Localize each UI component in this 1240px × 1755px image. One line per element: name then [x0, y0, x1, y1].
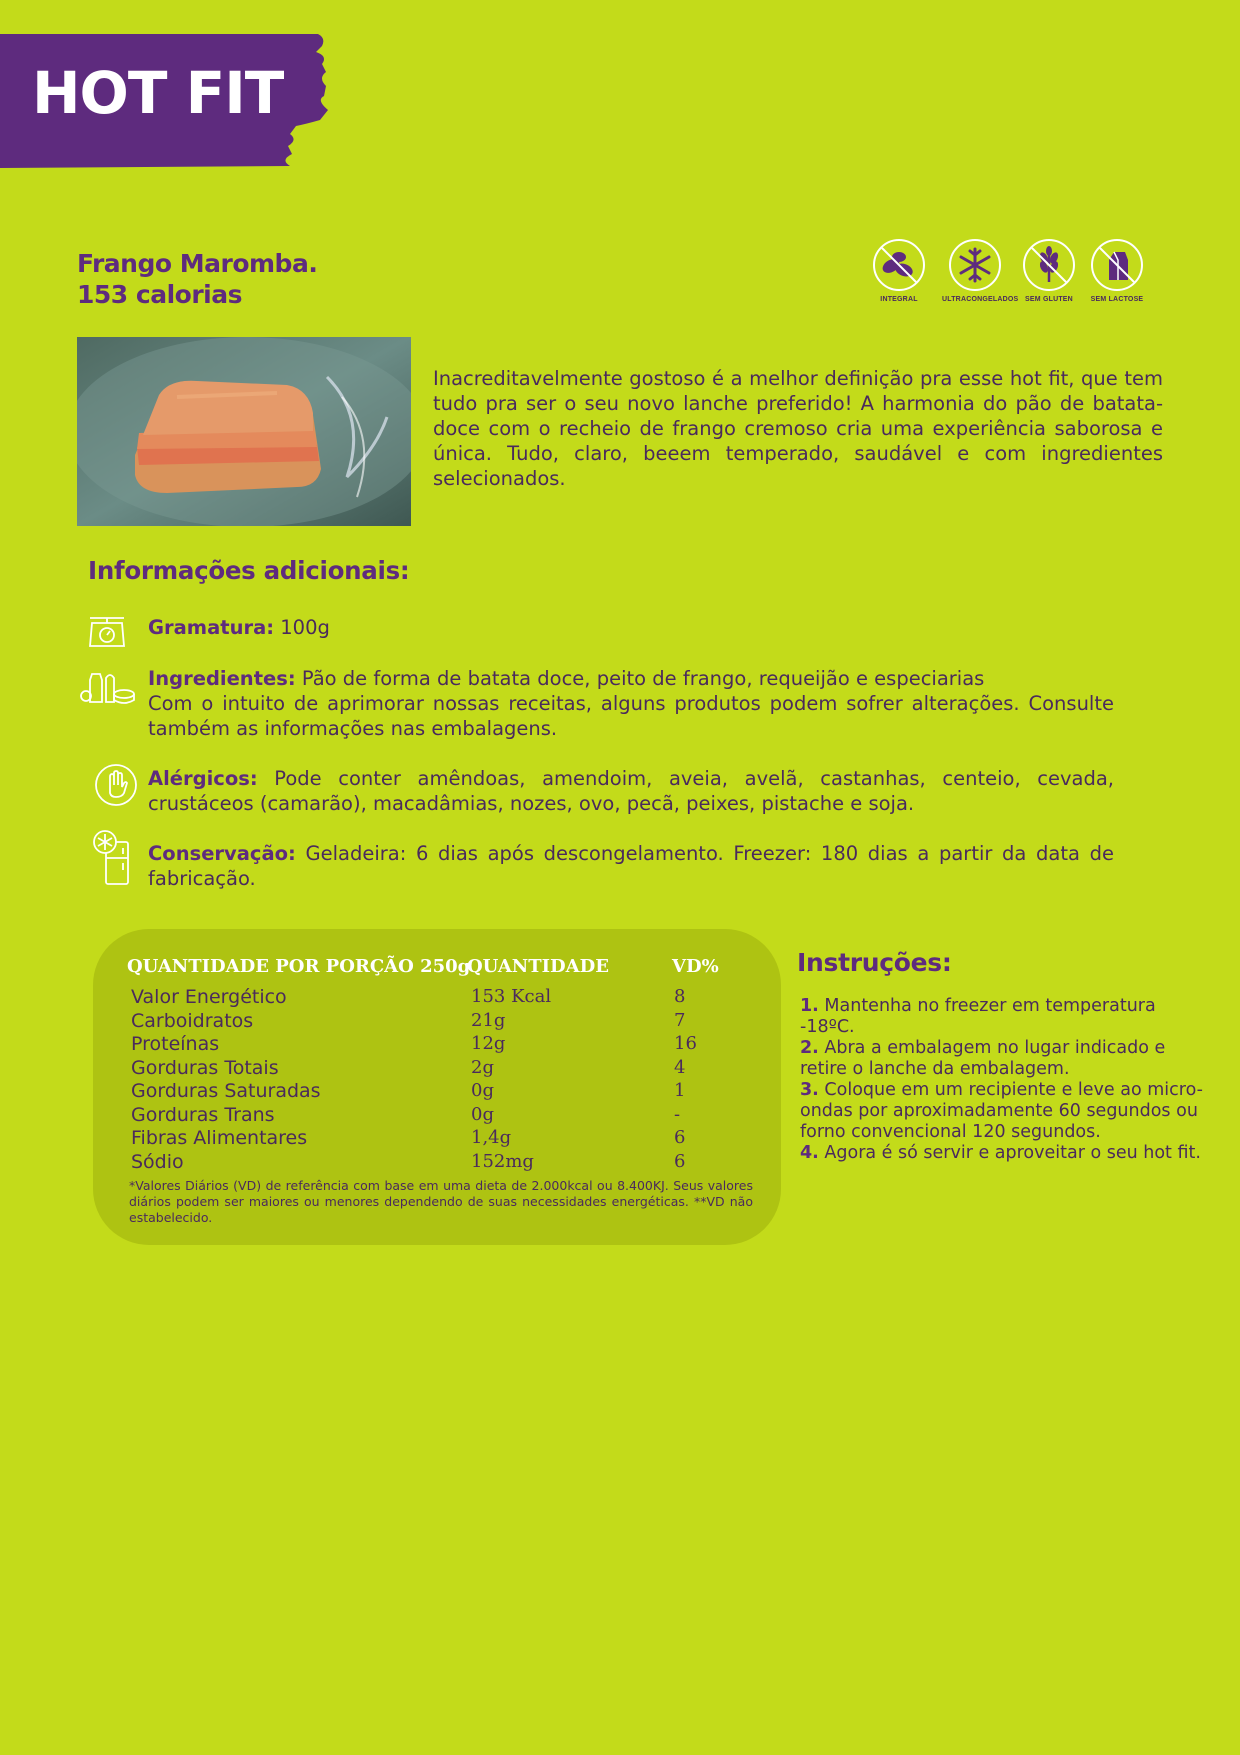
nutrient-vd: 7 [674, 1009, 686, 1031]
badge-label: SEM GLUTEN [1025, 296, 1073, 303]
nutrient-vd: 4 [674, 1056, 686, 1078]
snowflake-icon [948, 238, 1002, 292]
storage-info [148, 841, 1114, 891]
nutrient-vd: - [674, 1103, 681, 1125]
instructions-title: Instruções: [797, 948, 952, 977]
nutrient-vd: 6 [674, 1127, 686, 1148]
step-number: 1. [800, 996, 819, 1016]
badge-sem-gluten [1016, 238, 1082, 303]
milk-carton-icon [1090, 238, 1144, 292]
instruction-step [800, 996, 1212, 1038]
table-row [93, 986, 781, 1009]
nutrient-quantity: 0g [471, 1103, 494, 1125]
instruction-step [800, 1038, 1212, 1080]
step-text: Abra a embalagem no lugar indicado e retire o lanche da embalagem. [800, 1038, 1166, 1079]
instruction-step [800, 1143, 1212, 1164]
table-row [93, 1010, 781, 1033]
weight-label: Gramatura: [148, 616, 275, 639]
nutrition-table [93, 929, 781, 1245]
nutrient-quantity: 0g [471, 1080, 494, 1101]
badge-label: SEM LACTOSE [1090, 296, 1144, 303]
nutrition-header-quantity: QUANTIDADE [467, 956, 609, 977]
badge-label: ULTRACONGELADOS [942, 296, 1019, 303]
allergens-info [148, 766, 1114, 816]
allergens-label: Alérgicos: [148, 767, 258, 790]
allergens-value: Pode conter amêndoas, amendoim, aveia, avelã, castanhas, centeio, cevada, crustáceos (camarão), macadâmias, nozes, ovo, pecã, peixes, pistache e soja. [148, 767, 1115, 815]
instruction-step [800, 1080, 1212, 1143]
ingredients-icon [80, 668, 136, 706]
nutrient-quantity: 152mg [471, 1150, 534, 1172]
nutrient-quantity: 1,4g [471, 1127, 512, 1148]
table-row [93, 1080, 781, 1103]
scale-icon [86, 614, 128, 648]
product-title [77, 248, 317, 310]
nutrient-vd: 6 [674, 1150, 686, 1172]
step-text: Agora é só servir e aproveitar o seu hot fit. [824, 1143, 1201, 1163]
nutrient-name: Sódio [131, 1150, 184, 1173]
table-row [93, 1151, 781, 1174]
table-row [93, 1104, 781, 1127]
nutrition-header-portion: QUANTIDADE POR PORÇÃO 250g [127, 956, 471, 977]
fridge-icon [92, 830, 138, 886]
integral-icon [872, 238, 926, 292]
brand-title: HOT FIT [32, 59, 284, 127]
nutrient-quantity: 21g [471, 1009, 506, 1031]
badge-label: INTEGRAL [880, 296, 918, 303]
allergen-hand-icon [94, 763, 138, 807]
badge-ultracongelados [942, 238, 1019, 303]
step-number: 4. [800, 1143, 819, 1163]
nutrient-vd: 1 [674, 1080, 686, 1101]
nutrient-name: Proteínas [131, 1033, 220, 1055]
product-photo [77, 337, 411, 526]
nutrient-name: Gorduras Trans [131, 1103, 275, 1126]
weight-value: 100g [280, 616, 330, 639]
nutrient-name: Gorduras Saturadas [131, 1080, 321, 1102]
nutrient-name: Valor Energético [131, 986, 287, 1008]
table-row [93, 1033, 781, 1056]
instructions-list [800, 996, 1212, 1164]
additional-info-title: Informações adicionais: [88, 556, 410, 585]
ingredients-note: Com o intuito de aprimorar nossas receitas, alguns produtos podem sofrer alterações. Consulte também as informações nas embalagens. [148, 692, 1114, 740]
product-calories: 153 calorias [77, 280, 242, 309]
nutrient-quantity: 2g [471, 1056, 494, 1078]
nutrient-name: Carboidratos [131, 1009, 254, 1032]
nutrient-quantity: 153 Kcal [471, 986, 552, 1007]
nutrient-name: Gorduras Totais [131, 1056, 279, 1079]
product-badges [866, 238, 1146, 308]
weight-info [148, 615, 1114, 640]
step-text: Mantenha no freezer em temperatura -18ºC. [800, 996, 1156, 1037]
step-number: 3. [800, 1080, 819, 1100]
ingredients-value: Pão de forma de batata doce, peito de frango, requeijão e especiarias [301, 667, 985, 690]
nutrient-vd: 16 [674, 1033, 697, 1054]
badge-sem-lactose [1084, 238, 1150, 303]
badge-integral [866, 238, 932, 303]
brand-banner [0, 34, 330, 168]
table-row [93, 1057, 781, 1080]
product-description: Inacreditavelmente gostoso é a melhor definição pra esse hot fit, que tem tudo pra ser o seu novo lanche preferido! A harmonia do pão de batata-doce com o recheio de frango cremoso cria uma experiência saborosa e única. Tudo, claro, beeem temperado, saudável e com ingredientes selecionados. [433, 367, 1163, 490]
step-text: Coloque em um recipiente e leve ao micro-ondas por aproximadamente 60 segundos ou forno convencional 120 segundos. [800, 1080, 1203, 1142]
storage-value: Geladeira: 6 dias após descongelamento. Freezer: 180 dias a partir da data de fabricação. [148, 842, 1115, 890]
table-row [93, 1127, 781, 1150]
nutrient-vd: 8 [674, 986, 686, 1007]
step-number: 2. [800, 1038, 819, 1058]
ingredients-label: Ingredientes: [148, 667, 296, 690]
nutrition-footnote: *Valores Diários (VD) de referência com base em uma dieta de 2.000kcal ou 8.400KJ. Seus valores diários podem ser maiores ou menores dependendo de suas necessidades energéticas. **VD não estabelecido. [129, 1178, 753, 1225]
storage-label: Conservação: [148, 842, 296, 865]
nutrition-header-vd: VD% [672, 956, 719, 977]
product-name: Frango Maromba. [77, 249, 318, 278]
nutrient-quantity: 12g [471, 1033, 506, 1054]
nutrient-name: Fibras Alimentares [131, 1127, 308, 1149]
ingredients-info [148, 666, 1114, 741]
wheat-icon [1022, 238, 1076, 292]
